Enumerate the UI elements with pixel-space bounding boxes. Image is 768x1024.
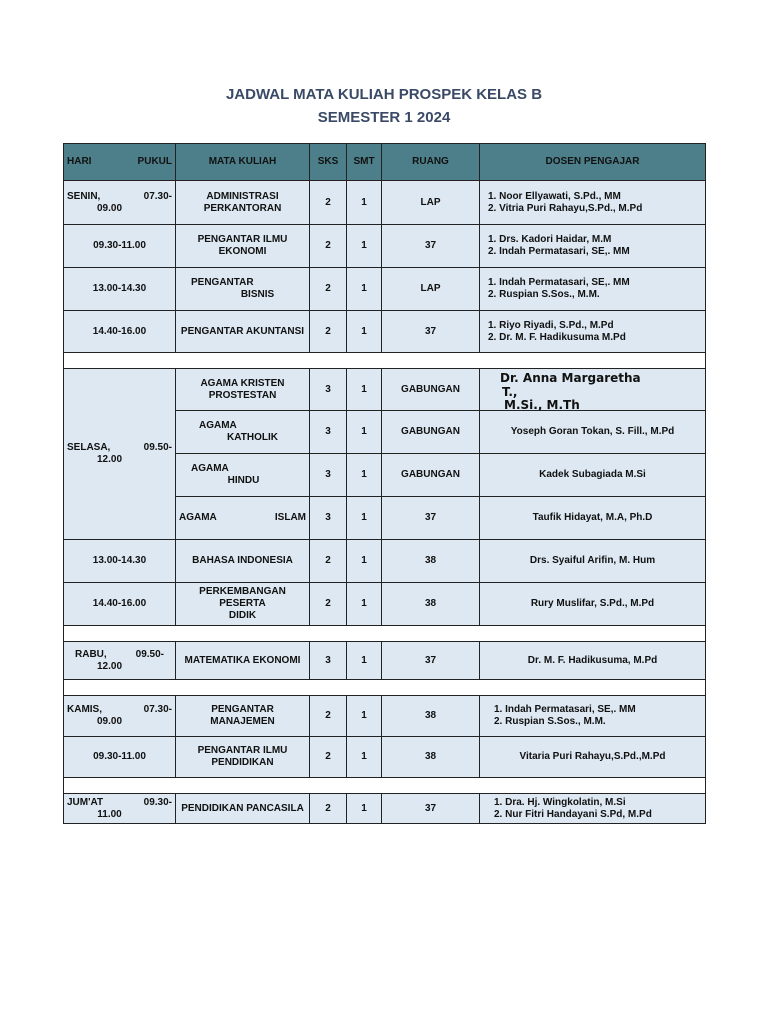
sks-cell: 3 — [310, 454, 347, 497]
dosen-cell: Rury Muslifar, S.Pd., M.Pd — [480, 583, 706, 626]
sks-cell: 3 — [310, 497, 347, 540]
table-row — [64, 540, 706, 583]
sks-cell: 2 — [310, 583, 347, 626]
table-row — [64, 181, 706, 225]
smt-cell: 1 — [347, 369, 382, 411]
dosen-cell: 1. Indah Permatasari, SE,. MM 2. Ruspian S.Sos., M.M. — [480, 696, 706, 737]
ruang-cell: LAP — [382, 268, 480, 311]
day-label: SELASA, — [67, 442, 111, 453]
header-smt: SMT — [347, 144, 382, 181]
smt-cell: 1 — [347, 737, 382, 778]
table-row — [64, 696, 706, 737]
time-end: 09.00 — [96, 202, 123, 214]
sks-cell: 2 — [310, 268, 347, 311]
day-label: KAMIS, — [67, 704, 102, 715]
ruang-cell: 37 — [382, 311, 480, 353]
smt-cell: 1 — [347, 583, 382, 626]
course-cell: AGAMA KRISTEN PROSTESTAN — [176, 369, 310, 411]
ruang-cell: 38 — [382, 696, 480, 737]
spacer-row — [64, 778, 706, 794]
sks-cell: 2 — [310, 181, 347, 225]
time-start: 07.30- — [143, 704, 172, 715]
course-cell: MATEMATIKA EKONOMI — [176, 642, 310, 680]
course-cell: AGAMA ISLAM — [176, 497, 310, 540]
course-cell: BAHASA INDONESIA — [176, 540, 310, 583]
smt-cell: 1 — [347, 696, 382, 737]
smt-cell: 1 — [347, 794, 382, 824]
course-cell: PENGANTAR MANAJEMEN — [176, 696, 310, 737]
day-time-cell — [64, 696, 176, 737]
header-hari-pukul — [64, 144, 176, 181]
day-time-cell — [64, 794, 176, 824]
course-cell: ADMINISTRASI PERKANTORAN — [176, 181, 310, 225]
course-cell: PENDIDIKAN PANCASILA — [176, 794, 310, 824]
table-row — [64, 794, 706, 824]
ruang-cell: 38 — [382, 737, 480, 778]
dosen-cell: 1. Drs. Kadori Haidar, M.M 2. Indah Permatasari, SE,. MM — [480, 225, 706, 268]
day-time-cell — [64, 181, 176, 225]
table-row — [64, 583, 706, 626]
course-cell: PENGANTAR BISNIS — [176, 268, 310, 311]
sks-cell: 3 — [310, 411, 347, 454]
sks-cell: 3 — [310, 369, 347, 411]
smt-cell: 1 — [347, 642, 382, 680]
table-header-row — [64, 144, 706, 181]
time-end: 11.00 — [97, 808, 122, 820]
sks-cell: 2 — [310, 540, 347, 583]
spacer-row — [64, 353, 706, 369]
smt-cell: 1 — [347, 181, 382, 225]
smt-cell: 1 — [347, 497, 382, 540]
sks-cell: 2 — [310, 225, 347, 268]
course-cell: PERKEMBANGAN PESERTA DIDIK — [176, 583, 310, 626]
ruang-cell: 37 — [382, 794, 480, 824]
time-cell: 13.00-14.30 — [64, 540, 176, 583]
day-label: SENIN, — [67, 190, 101, 202]
sks-cell: 2 — [310, 696, 347, 737]
sks-cell: 2 — [310, 794, 347, 824]
header-hari: HARI — [67, 156, 92, 167]
course-cell: AGAMA KATHOLIK — [176, 411, 310, 454]
header-mata-kuliah: MATA KULIAH — [176, 144, 310, 181]
time-cell: 09.30-11.00 — [64, 225, 176, 268]
dosen-cell: Drs. Syaiful Arifin, M. Hum — [480, 540, 706, 583]
day-time-cell — [64, 369, 176, 540]
course-cell: PENGANTAR ILMU PENDIDIKAN — [176, 737, 310, 778]
header-dosen: DOSEN PENGAJAR — [480, 144, 706, 181]
document-subtitle: SEMESTER 1 2024 — [317, 109, 451, 126]
time-cell: 13.00-14.30 — [64, 268, 176, 311]
course-cell: AGAMA HINDU — [176, 454, 310, 497]
dosen-cell: 1. Riyo Riyadi, S.Pd., M.Pd 2. Dr. M. F. Hadikusuma M.Pd — [480, 311, 706, 353]
sks-cell: 2 — [310, 311, 347, 353]
dosen-cell: 1. Noor Ellyawati, S.Pd., MM 2. Vitria Puri Rahayu,S.Pd., M.Pd — [480, 181, 706, 225]
ruang-cell: 37 — [382, 642, 480, 680]
dosen-cell: Vitaria Puri Rahayu,S.Pd.,M.Pd — [480, 737, 706, 778]
day-label: JUM'AT — [67, 796, 104, 808]
ruang-cell: LAP — [382, 181, 480, 225]
table-row — [64, 642, 706, 680]
header-pukul: PUKUL — [137, 156, 172, 167]
ruang-cell: 38 — [382, 540, 480, 583]
spacer-row — [64, 626, 706, 642]
table-row — [64, 311, 706, 353]
time-end: 12.00 — [96, 660, 123, 672]
header-ruang: RUANG — [382, 144, 480, 181]
table-row — [64, 369, 706, 411]
time-cell: 14.40-16.00 — [64, 583, 176, 626]
time-start: 09.50- — [135, 648, 164, 660]
smt-cell: 1 — [347, 454, 382, 497]
sks-cell: 2 — [310, 737, 347, 778]
time-end: 09.00 — [96, 716, 123, 727]
ruang-cell: 37 — [382, 497, 480, 540]
dosen-cell: Dr. M. F. Hadikusuma, M.Pd — [480, 642, 706, 680]
time-start: 07.30- — [143, 190, 172, 202]
document-title: JADWAL MATA KULIAH PROSPEK KELAS B — [225, 86, 543, 103]
ruang-cell: 37 — [382, 225, 480, 268]
dosen-cell: Yoseph Goran Tokan, S. Fill., M.Pd — [480, 411, 706, 454]
smt-cell: 1 — [347, 411, 382, 454]
time-cell: 14.40-16.00 — [64, 311, 176, 353]
ruang-cell: GABUNGAN — [382, 411, 480, 454]
dosen-cell: Kadek Subagiada M.Si — [480, 454, 706, 497]
time-cell: 09.30-11.00 — [64, 737, 176, 778]
ruang-cell: GABUNGAN — [382, 369, 480, 411]
table-row — [64, 225, 706, 268]
smt-cell: 1 — [347, 540, 382, 583]
smt-cell: 1 — [347, 311, 382, 353]
table-row — [64, 268, 706, 311]
table-row — [64, 737, 706, 778]
header-sks: SKS — [310, 144, 347, 181]
time-start: 09.30- — [143, 796, 172, 808]
time-start: 09.50- — [143, 442, 172, 453]
spacer-row — [64, 680, 706, 696]
ruang-cell: GABUNGAN — [382, 454, 480, 497]
smt-cell: 1 — [347, 268, 382, 311]
time-end: 12.00 — [96, 454, 123, 465]
sks-cell: 3 — [310, 642, 347, 680]
day-time-cell — [64, 642, 176, 680]
schedule-table — [63, 143, 706, 824]
dosen-cell: 1. Dra. Hj. Wingkolatin, M.Si 2. Nur Fitri Handayani S.Pd, M.Pd — [480, 794, 706, 824]
dosen-cell: 1. Indah Permatasari, SE,. MM 2. Ruspian S.Sos., M.M. — [480, 268, 706, 311]
course-cell: PENGANTAR ILMU EKONOMI — [176, 225, 310, 268]
course-cell: PENGANTAR AKUNTANSI — [176, 311, 310, 353]
smt-cell: 1 — [347, 225, 382, 268]
day-label: RABU, — [75, 648, 107, 660]
dosen-cell: Dr. Anna Margaretha T., M.Si., M.Th — [480, 369, 706, 411]
dosen-cell: Taufik Hidayat, M.A, Ph.D — [480, 497, 706, 540]
ruang-cell: 38 — [382, 583, 480, 626]
